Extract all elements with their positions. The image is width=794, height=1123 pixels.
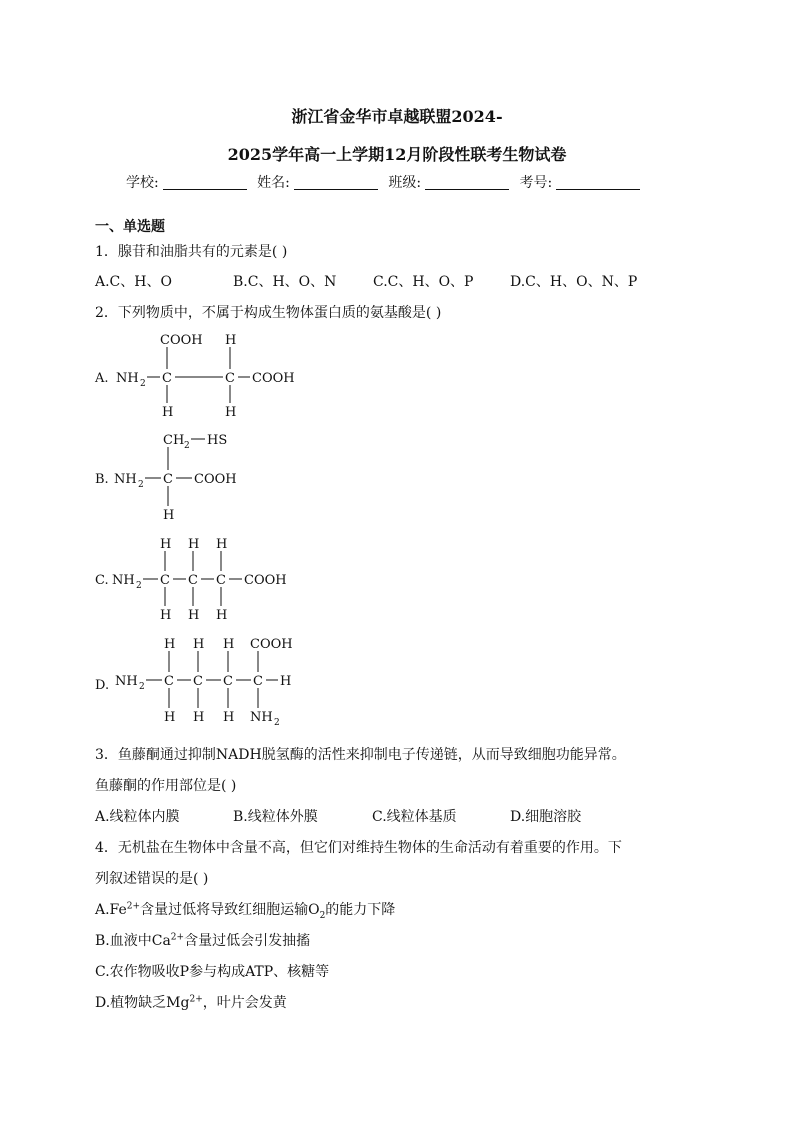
atom: C — [253, 674, 263, 689]
section-title: 一、单选题 — [95, 219, 165, 235]
atom: NH — [250, 710, 273, 725]
question-3-stem-line-1: 3．鱼藤酮通过抑制NADH脱氢酶的活性来抑制电子传递链，从而导致细胞功能异常。 — [95, 747, 626, 763]
atom: C — [223, 674, 233, 689]
q4-option-d[interactable]: D.植物缺乏$Mg^{2+}$，叶片会发黄 — [95, 994, 287, 1011]
q2-label-b: B. — [95, 472, 109, 487]
q1-option-c[interactable]: C.C、H、O、P — [373, 274, 474, 290]
atom: NH — [116, 371, 139, 386]
atom: C — [162, 371, 172, 386]
atom-subscript: 2 — [140, 379, 146, 389]
atom-subscript: 2 — [274, 718, 280, 728]
atom: C — [188, 573, 198, 588]
atom: COOH — [244, 573, 287, 588]
atom: H — [216, 537, 228, 552]
atom: H — [223, 637, 235, 652]
atom: H — [225, 333, 237, 348]
q2-label-a: A. — [95, 371, 109, 386]
question-3-stem-line-2: 鱼藤酮的作用部位是( ) — [95, 778, 237, 794]
q3-option-d[interactable]: D.细胞溶胶 — [510, 809, 582, 825]
atom: H — [280, 674, 292, 689]
q2-label-d: D. — [95, 678, 110, 693]
atom: H — [164, 637, 176, 652]
atom: COOH — [252, 371, 295, 386]
atom: CH — [163, 433, 185, 448]
question-4-stem-line-1: 4．无机盐在生物体中含量不高，但它们对维持生物体的生命活动有着重要的作用。下 — [95, 840, 622, 856]
atom: C — [216, 573, 226, 588]
atom: C — [164, 674, 174, 689]
q4-option-c[interactable]: C.农作物吸收P参与构成ATP、核糖等 — [95, 964, 330, 980]
q4-option-a[interactable]: $A.Fe^{2+}$含量过低将导致红细胞运输$O_2$的能力下降 — [95, 901, 396, 921]
q1-option-d[interactable]: D.C、H、O、N、P — [510, 274, 638, 290]
question-1-stem: 1．腺苷和油脂共有的元素是( ) — [95, 244, 288, 260]
atom: NH — [114, 472, 137, 487]
atom: H — [164, 710, 176, 725]
title-line-2: 2025学年高一上学期12月阶段性联考生物试卷 — [227, 145, 567, 164]
q1-option-b[interactable]: B.C、H、O、N — [233, 274, 337, 290]
atom-subscript: 2 — [136, 581, 142, 591]
atom: COOH — [160, 333, 203, 348]
question-2-stem: 2．下列物质中，不属于构成生物体蛋白质的氨基酸是( ) — [95, 305, 442, 321]
atom: NH — [112, 573, 135, 588]
atom: H — [188, 537, 200, 552]
atom: C — [193, 674, 203, 689]
atom: HS — [207, 433, 228, 448]
atom-subscript: 2 — [139, 682, 145, 692]
name-field[interactable]: 姓名: — [257, 172, 380, 192]
atom: H — [160, 537, 172, 552]
atom: H — [223, 710, 235, 725]
atom: H — [225, 405, 237, 420]
atom: H — [193, 637, 205, 652]
atom: COOH — [250, 637, 293, 652]
atom: COOH — [194, 472, 237, 487]
atom-subscript: 2 — [138, 480, 144, 490]
atom: NH — [115, 674, 138, 689]
exam-number-field[interactable]: 考号: — [520, 172, 643, 192]
q1-option-a[interactable]: A.C、H、O — [95, 274, 172, 290]
atom-subscript: 2 — [184, 441, 190, 451]
q3-option-b[interactable]: B.线粒体外膜 — [233, 809, 318, 825]
school-field[interactable]: 学校: — [126, 172, 249, 192]
atom: H — [216, 608, 228, 623]
atom: H — [162, 405, 174, 420]
atom: C — [163, 472, 173, 487]
title-line-1: 浙江省金华市卓越联盟2024- — [291, 107, 503, 126]
class-field[interactable]: 班级: — [388, 172, 511, 192]
question-4-stem-line-2: 列叙述错误的是( ) — [95, 871, 209, 887]
q3-option-c[interactable]: C.线粒体基质 — [372, 809, 457, 825]
atom: H — [160, 608, 172, 623]
q3-option-a[interactable]: A.线粒体内膜 — [95, 809, 180, 825]
q2-label-c: C. — [95, 573, 109, 588]
atom: H — [193, 710, 205, 725]
atom: C — [225, 371, 235, 386]
atom: H — [163, 508, 175, 523]
atom: C — [160, 573, 170, 588]
q4-option-b[interactable]: B.血液中$Ca^{2+}$含量过低会引发抽搐 — [95, 932, 311, 949]
atom: H — [188, 608, 200, 623]
